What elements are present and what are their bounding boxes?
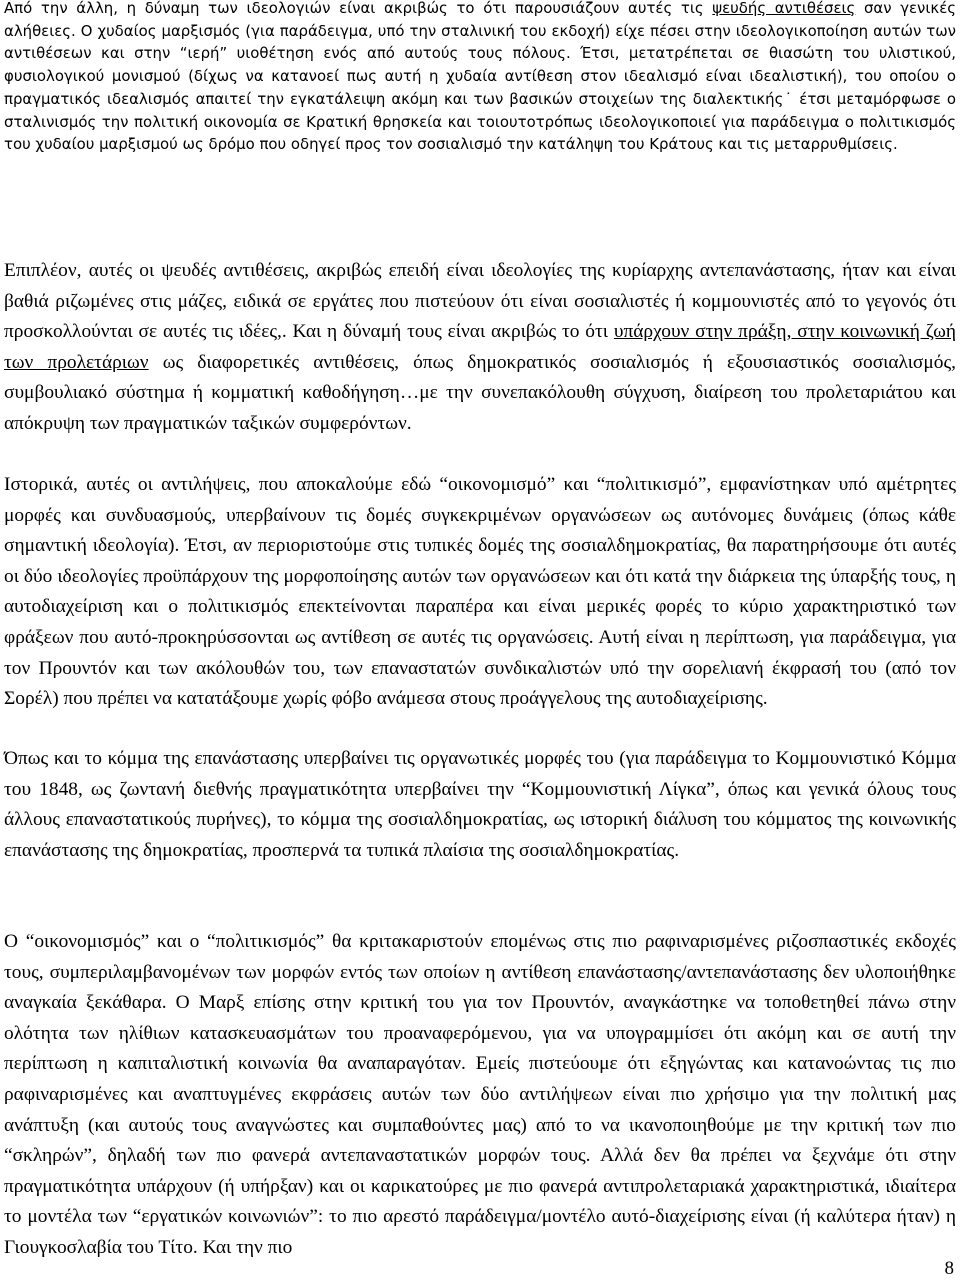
paragraph-3: Ιστορικά, αυτές οι αντιλήψεις, που αποκαλούμε εδώ “οικονομισμό” και “πολιτικισμό”, εμφανίστηκαν υπό αμέτρητες μορφές και συνδυασμούς, υπερβαίνουν τις δομές συγκεκριμένων οργανώσεων ως αυτόνομες δυνάμεις (όπως κάθε σημαντική ιδεολογία). Έτσι, αν περιοριστούμε στις τυπικές δομές της σοσιαλδημοκρατίας, θα παρατηρήσουμε ότι αυτές οι δύο ιδεολογίες προϋπάρχουν της μορφοποίησης αυτών των οργανώσεων και ότι κατά την διάρκεια της ύπαρξής τους, η αυτοδιαχείριση και ο πολιτικισμός επεκτείνονται παραπέρα και είναι μερικές φορές το κύριο χαρακτηριστικό των φράξεων που αυτό-προκηρύσσονται ως αντίθεση σε αυτές τις οργανώσεις. Αυτή είναι η περίπτωση, για παράδειγμα, για τον Προυντόν και των ακόλουθών του, των επαναστατών συνδικαλιστών υπό την σορελιανή έκφρασή του (από τον Σορέλ) που πρέπει να κατατάξουμε χωρίς φόβο ανάμεσα στους προάγγελους της αυτοδιαχείρισης. (4, 474, 956, 710)
paragraph-1-text-start: Από την άλλη, η δύναμη των ιδεολογιών είναι ακριβώς το ότι παρουσιάζουν αυτές τις (4, 0, 713, 17)
paragraph-2-text-start: Επιπλέον, αυτές οι ψευδές αντιθέσεις, ακριβώς επειδή είναι ιδεολογίες της κυρίαρχης αντεπανάστασης, ήταν και είναι βαθιά ριζωμένες στις μάζες, ειδικά σε εργάτες που πιστεύουν ότι είναι σοσιαλιστές ή κομμουνιστές από το γεγονός ότι προσκολλούνται σε αυτές τις ιδέες,. Και η δύναμή τους είναι ακριβώς το ότι (4, 260, 956, 343)
paragraph-2 (4, 256, 956, 440)
paragraph-4: Όπως και το κόμμα της επανάστασης υπερβαίνει τις οργανωτικές μορφές του (για παράδειγμα το Κομμουνιστικό Κόμμα του 1848, ως ζωντανή διεθνής πραγματικότητα υπερβαίνει την “Κομμουνιστική Λίγκα”, όπως και γενικά όλους τους άλλους επαναστατικούς πυρήνες), το κόμμα της σοσιαλδημοκρατίας, ως ιστορική διάλυση του κόμματος της κοινωνικής επανάστασης της δημοκρατίας, προσπερνά τα τυπικά πλαίσια της σοσιαλδημοκρατίας. (4, 748, 956, 861)
paragraph-1-text-end: σαν γενικές αλήθειες. Ο χυδαίος μαρξισμός (για παράδειγμα, υπό την σταλινική του εκδοχή) είχε πέσει στην ιδεολογικοποίηση αυτών των αντιθέσεων και στην “ιερή” υιοθέτηση ενός από αυτούς τους πόλους. Έτσι, μετατρέπεται σε θιασώτη του υλιστικού, φυσιολογικού μονισμού (δίχως να κατανοεί πως αυτή η χυδαία αντίθεση στον ιδεαλισμό είναι ιδεαλιστική), του οποίου ο πραγματικός ιδεαλισμός απαιτεί την εγκατάλειψη ακόμη και των βασικών στοιχείων της διαλεκτικής˙ έτσι μεταμόρφωσε ο σταλινισμός την πολιτική οικονομία σε Κρατική θρησκεία και τοιουτοτρόπως ιδεολογικοποιεί για παράδειγμα ο πολιτικισμός του χυδαίου μαρξισμού ως δρόμο που οδηγεί προς τον σοσιαλισμό την κατάληψη του Κράτους και τις μεταρρυθμίσεις. (4, 0, 956, 154)
paragraph-2-text-end: ως διαφορετικές αντιθέσεις, όπως δημοκρατικός σοσιαλισμός ή εξουσιαστικός σοσιαλισμός, συμβουλιακό σύστημα ή κομματική καθοδήγηση…με την συνεπακόλουθη σύγχυση, διαίρεση του προλεταριάτου και απόκρυψη των πραγματικών ταξικών συμφερόντων. (4, 351, 956, 434)
paragraph-1-underlined-text: ψευδής αντιθέσεις (712, 0, 856, 17)
paragraph-1 (4, 0, 956, 156)
paragraph-5: Ο “οικονομισμός” και ο “πολιτικισμός” θα κριτακαριστούν επομένως στις πιο ραφιναρισμένες ριζοσπαστικές εκδοχές τους, συμπεριλαμβανομένων των μορφών εντός των οποίων η αντίθεση επανάστασης/αντεπανάστασης δεν υλοποιήθηκε αναγκαία ξεκάθαρα. Ο Μαρξ επίσης στην κριτική του για τον Προυντόν, αναγκάστηκε να τοποθετηθεί πάνω στην ολότητα των ηλίθιων κατασκευασμάτων του προαναφερόμενου, για να υπογραμμίσει ότι ακόμη και σε αυτή την περίπτωση η καπιταλιστική κοινωνία θα αναπαραγόταν. Εμείς πιστεύουμε ότι εξηγώντας και κατανοώντας τις πιο ραφιναρισμένες και αναπτυγμένες εκφράσεις αυτών των δύο αντιλήψεων είναι πιο χρήσιμο για την πολιτική μας ανάπτυξη (και αυτούς τους αναγνώστες και συμπαθούντες μας) από το να ικανοποιηθούμε με την κριτική των πιο “σκληρών”, δηλαδή των πιο φανερά αντεπαναστατικών μορφών τους. Αλλά δεν θα πρέπει να ξεχνάμε ότι στην πραγματικότητα υπάρχουν (ή υπήρξαν) και οι καρικατούρες με πιο φανερά αντιπρολεταριακά χαρακτηριστικά, ιδιαίτερα το μοντέλα των “εργατικών κοινωνιών”: το πιο αρεστό παράδειγμα/μοντέλο αυτό-διαχείρισης είναι (ή καλύτερα ήταν) η Γιουγκοσλαβία του Τίτο. Και την πιο (4, 931, 956, 1258)
page-number: 8 (944, 1258, 954, 1279)
paragraph-2-underlined-text: υπάρχουν στην πράξη, στην κοινωνική ζωή των προλετάριων (4, 321, 956, 373)
